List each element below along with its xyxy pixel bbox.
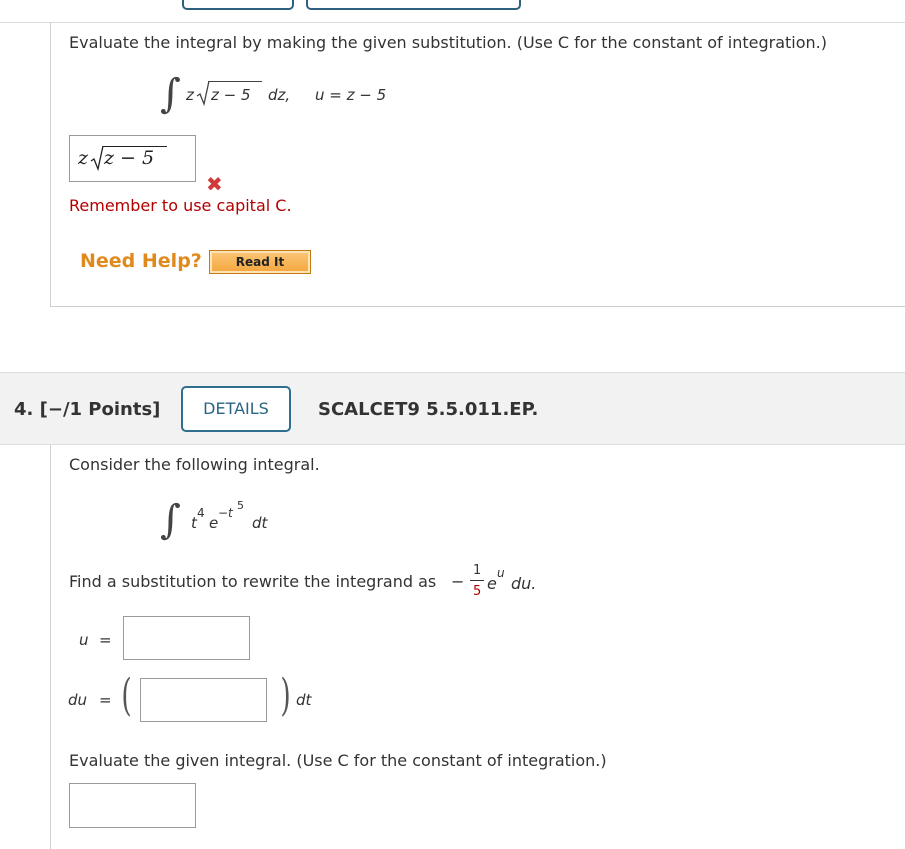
final-answer-input[interactable]	[69, 783, 196, 828]
problem3-instruction: Evaluate the integral by making the given substitution. (Use C for the constant of integration.)	[69, 33, 827, 52]
du-equals: =	[99, 691, 112, 709]
u-input[interactable]	[123, 616, 250, 660]
du-input[interactable]	[140, 678, 267, 722]
feedback-message: Remember to use capital C.	[69, 196, 292, 215]
evaluate-instruction: Evaluate the given integral. (Use C for the constant of integration.)	[69, 751, 607, 770]
fraction-bar	[470, 580, 484, 581]
sqrt-overline	[208, 81, 262, 82]
problem3-answer-box[interactable]	[69, 135, 196, 182]
integrand-base: t	[191, 514, 197, 532]
problem4-intro: Consider the following integral.	[69, 455, 320, 474]
sqrt-radicand: z − 5	[211, 86, 251, 104]
top-tab-left[interactable]	[182, 0, 294, 10]
integral-sign-2: ∫	[160, 497, 181, 543]
top-divider	[0, 22, 905, 23]
problem4-number: 4. [−/1 Points]	[14, 399, 161, 420]
find-e: e	[487, 574, 497, 593]
integrand-e-exponent-power: 5	[237, 499, 244, 512]
integrand-e: e	[209, 514, 219, 532]
problem3-panel-border	[50, 22, 51, 307]
dt-label: dt	[296, 691, 312, 709]
problem4-panel-border	[50, 445, 51, 849]
answer-sqrt-symbol	[90, 145, 104, 171]
integral-sign: ∫	[160, 71, 181, 117]
top-tab-right[interactable]	[306, 0, 521, 10]
integrand-e-exponent: −t	[218, 506, 233, 520]
find-sign: −	[451, 572, 465, 591]
find-du: du.	[511, 574, 537, 593]
right-paren: )	[280, 670, 291, 721]
answer-prefix: z	[78, 147, 89, 169]
read-it-button[interactable]: Read It	[209, 250, 311, 274]
fraction-numerator: 1	[473, 563, 482, 578]
sqrt-symbol	[196, 80, 210, 106]
u-label: u	[79, 631, 89, 649]
fraction-denominator: 5	[473, 584, 482, 599]
find-u-exponent: u	[497, 566, 505, 580]
u-equals: =	[99, 631, 112, 649]
integrand-variable: z	[186, 86, 194, 104]
fraction	[470, 563, 484, 603]
problem3-panel-bottom	[50, 306, 905, 307]
integral-differential: dz,	[268, 86, 291, 104]
answer-radicand: z − 5	[104, 147, 155, 169]
du-label: du	[68, 691, 88, 709]
problem4-code: SCALCET9 5.5.011.EP.	[318, 399, 539, 420]
need-help-label: Need Help?	[80, 250, 202, 272]
problem4-integral	[160, 498, 300, 548]
integrand-base-exponent: 4	[197, 506, 205, 520]
find-substitution-text: Find a substitution to rewrite the integrand as	[69, 572, 437, 591]
details-button[interactable]: DETAILS	[181, 386, 291, 432]
problem3-integral	[160, 72, 420, 122]
incorrect-icon: ✖	[206, 172, 223, 196]
left-paren: (	[121, 670, 132, 721]
substitution-text: u = z − 5	[315, 86, 387, 104]
integrand-differential: dt	[252, 514, 268, 532]
